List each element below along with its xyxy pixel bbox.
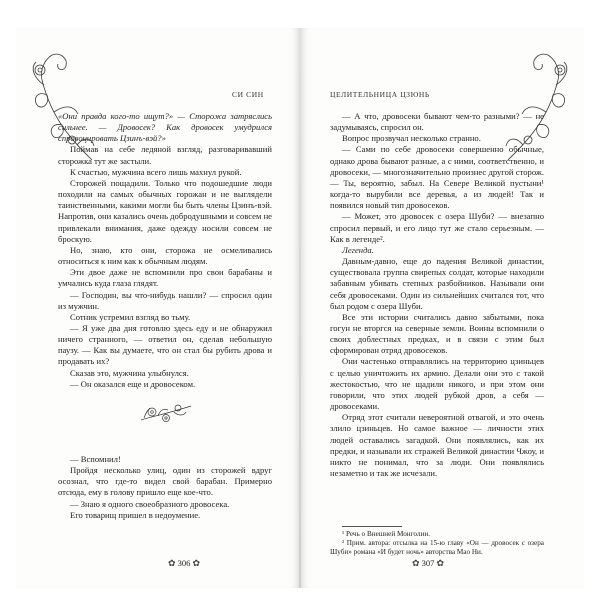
right-text-column: [330, 111, 544, 479]
paragraph: — Знаю я одного своеобразного дровосека.: [70, 498, 230, 509]
paragraph: Сказав это, мужчина улыбнулся.: [70, 367, 189, 378]
paragraph: Пройдя несколько улиц, один из сторожей вдруг осознал, что где-то видел свой барабан. Примерно отсюда, ему в голову пришло еще кое-что.: [58, 465, 272, 498]
paragraph: — Может, это дровосек с озера Шуби? — внезапно спросил первый, и его лицо тут же стало серьезным. — Как в легенде².: [330, 211, 544, 244]
paragraph: Сотник устремил взгляд во тьму.: [70, 311, 191, 322]
paragraph: «Они правда кого-то ищут?» — Сторожа затряслись сильнее. — Дровосек? Как дровосек умудрился спровоцировать Цзинъ-вэй?»: [58, 111, 272, 144]
paragraph: — А что, дровосеки бывают чем-то разными? — не задумываясь, спросил он.: [330, 111, 544, 133]
page-number-value: 306: [177, 558, 191, 568]
paragraph: — Он оказался еще и дровосеком.: [70, 378, 196, 389]
footnote: ¹ Речь о Внешней Монголии.: [342, 530, 430, 538]
paragraph: Поймав на себе ледяной взгляд, разговаривавший сторожка тут же застыли.: [58, 144, 272, 166]
paragraph: Все эти истории считались давно забытыми, пока гогун не вторгся на северные земли. Воины вспомнили о своих доблестных предках, и в связи с этим был сформирован отряд дровосеков.: [330, 311, 544, 356]
paragraph: Отряд этот считали невероятной отвагой, и это очень злило цзиньцев. Но самое важное — личности этих людей оставались загадкой. Они появлялись, как их предки, и называли их стражей Великой династии Чжоу, и никто не понимал, что за люди. Они появлялись незаметно и так же исчезали.: [330, 412, 544, 478]
flower-sprig-icon: [136, 398, 196, 428]
footnote: ² Прим. автора: отсылка на 15-ю главу «Он — дровосек с озера Шуби» романа «И будет ночь» авторства Мао Ни.: [330, 539, 544, 556]
running-header-author: СИ СИН: [232, 90, 264, 99]
paragraph: Вопрос прозвучал несколько странно.: [342, 133, 481, 144]
paragraph: Сторожей пощадили. Только что подошедшие люди походили на самых обычных горожан и не выглядели таинственными, какими могли бы быть члены Цзинъ-вэй. Напротив, они казались очень добродушными и совсем не привлекали внимания, даже одежду носили совсем не броскую.: [58, 177, 272, 244]
book-spine: [299, 28, 301, 588]
paragraph: — Я уже два дня готовлю здесь еду и не обнаружил ничего странного, — ответил он, сделав небольшую паузу. — Как вы думаете, что он стал бы рубить дрова и продавать их?: [58, 322, 272, 367]
page-number-left: [168, 558, 200, 569]
page-ornament-icon: ✿: [168, 558, 176, 568]
footnotes: [330, 526, 544, 557]
page-ornament-icon: ✿: [436, 558, 445, 568]
left-text-column: [58, 111, 272, 521]
paragraph: Эти двое даже не вспомнили про свои барабаны и умчались куда глаза глядят.: [58, 267, 272, 289]
page-number-right: [412, 558, 444, 569]
page-number-value: 307: [421, 558, 435, 568]
section-break: [58, 390, 272, 454]
paragraph: — Сами по себе дровосеки совершенно обычные, однако дрова бывают разные, а с ними, соответственно, и дровосеки, — многозначительно произнес другой сторож. — Ты, вероятно, забыл. На Севере Великой пустыни¹ когда-то вырубили все деревья, а из людей! Так и появился новый тип дровосеков.: [330, 144, 544, 211]
footnote-rule: [342, 526, 402, 527]
paragraph: Давным-давно, еще до падения Великой династии, существовала группа свирепых солдат, которые находили забавным убивать степных разбойников. Называли они себя дровосеками. Один из сильнейших считался тот, что был родом с озера Шуби.: [330, 256, 544, 311]
paragraph: Они частенько отправлялись на территорию цзиньцев с целью уничтожить их армию. Делали они это с такой жестокостью, что не щадили никого, и при этом они говорили, что этих людей рубкой дров, а себя — дровосеками.: [330, 356, 544, 412]
paragraph: Но, знаю, кто они, сторожа не осмеливались относиться к ним как к обычным людям.: [58, 244, 272, 267]
page-ornament-icon: ✿: [412, 558, 420, 568]
paragraph: Его товарищ пришел в недоумение.: [70, 509, 201, 520]
page-ornament-icon: ✿: [192, 558, 201, 568]
paragraph-heading: Легенда.: [342, 244, 374, 255]
paragraph: — Господин, вы что-нибудь нашли? — спросил один из мужчин.: [58, 289, 272, 311]
running-header-title: ЦЕЛИТЕЛЬНИЦА ЦЗЮНЬ: [330, 90, 430, 99]
paragraph: К счастью, мужчина всего лишь махнул рукой.: [70, 166, 242, 177]
paragraph: — Вспомнил!: [70, 453, 121, 464]
